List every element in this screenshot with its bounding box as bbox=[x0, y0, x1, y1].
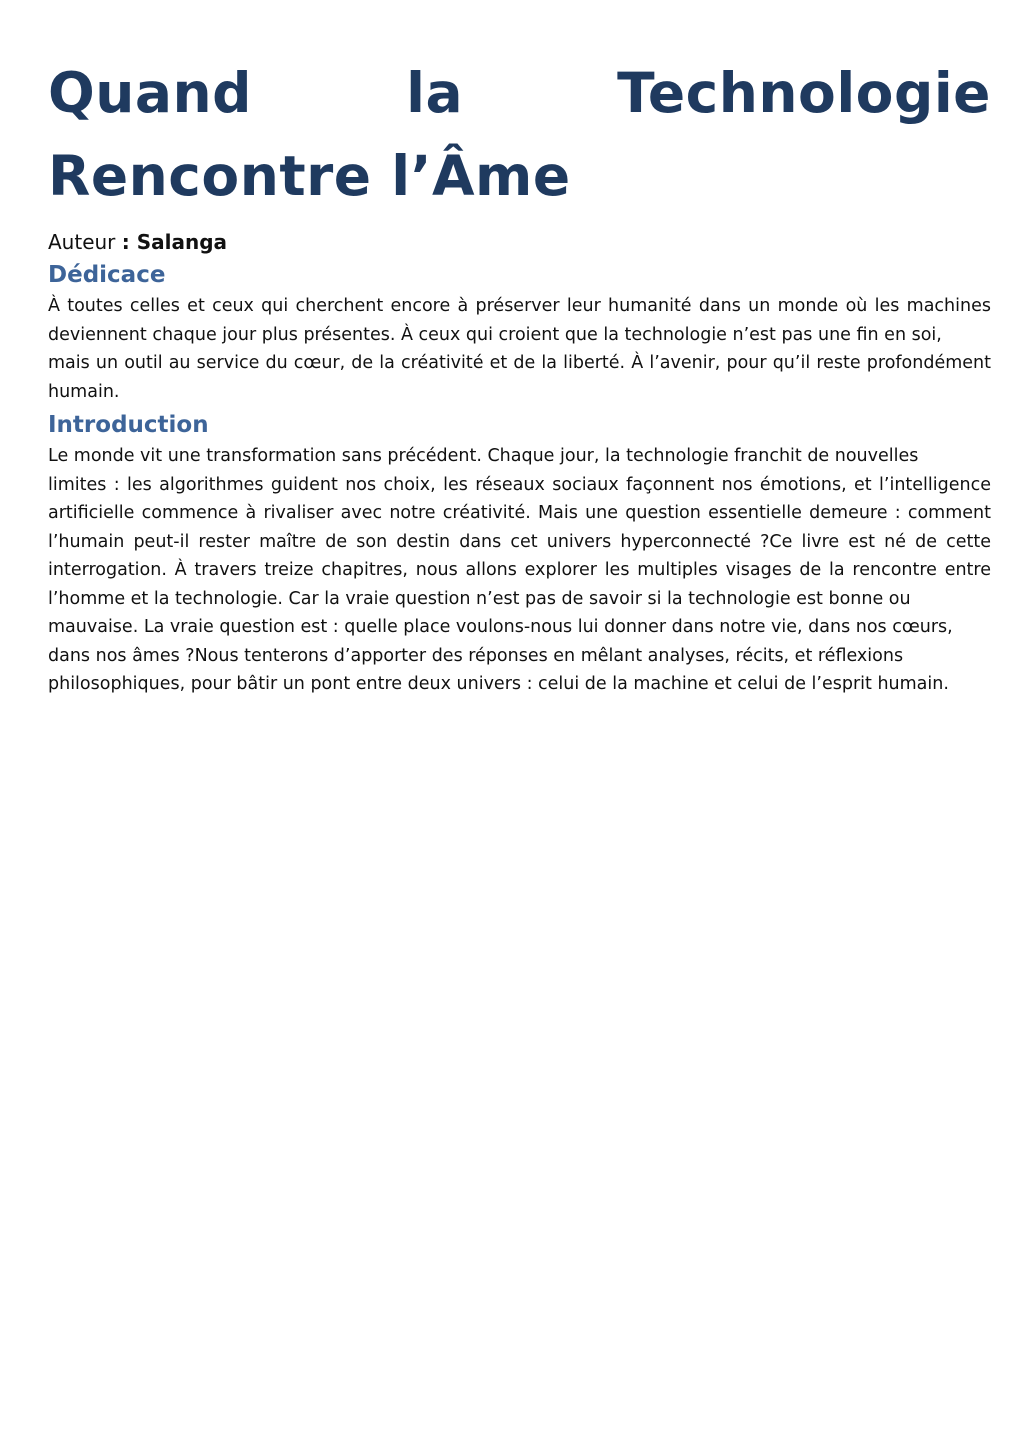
dedication-line: humain. bbox=[48, 381, 120, 402]
author-name: : Salanga bbox=[121, 230, 228, 254]
introduction-line: l’homme et la technologie. Car la vraie question n’est pas de savoir si la technologie est bonne ou bbox=[48, 588, 911, 609]
dedication-paragraph bbox=[48, 292, 991, 406]
introduction-line: mauvaise. La vraie question est : quelle place voulons-nous lui donner dans notre vie, dans nos cœurs, bbox=[48, 617, 953, 637]
introduction-line: interrogation. À travers treize chapitres, nous allons explorer les multiples visages de la rencontre entre bbox=[48, 560, 991, 580]
introduction-line: artificielle commence à rivaliser avec notre créativité. Mais une question essentielle demeure : comment bbox=[48, 503, 991, 523]
introduction-heading: Introduction bbox=[48, 412, 209, 438]
dedication-line: À toutes celles et ceux qui cherchent encore à préserver leur humanité dans un monde où les machines bbox=[48, 296, 991, 316]
dedication-heading: Dédicace bbox=[48, 262, 166, 288]
introduction-line: dans nos âmes ?Nous tenterons d’apporter des réponses en mêlant analyses, récits, et réflexions bbox=[48, 645, 904, 666]
document-title: Quand la Technologie Rencontre l’Âme bbox=[48, 61, 991, 208]
dedication-line: deviennent chaque jour plus présentes. À ceux qui croient que la technologie n’est pas une fin en soi, bbox=[48, 324, 942, 345]
author-prefix: Auteur bbox=[48, 230, 116, 254]
introduction-line: philosophiques, pour bâtir un pont entre deux univers : celui de la machine et celui de l’esprit humain. bbox=[48, 674, 949, 694]
author-line bbox=[48, 228, 991, 256]
introduction-line: limites : les algorithmes guident nos choix, les réseaux sociaux façonnent nos émotions, et l’intelligence bbox=[48, 474, 991, 495]
dedication-line: mais un outil au service du cœur, de la créativité et de la liberté. À l’avenir, pour qu’il reste profondément bbox=[48, 353, 991, 373]
introduction-paragraph bbox=[48, 442, 991, 699]
introduction-line: Le monde vit une transformation sans précédent. Chaque jour, la technologie franchit de nouvelles bbox=[48, 446, 919, 466]
introduction-line: l’humain peut-il rester maître de son destin dans cet univers hyperconnecté ?Ce livre est né de cette bbox=[48, 531, 991, 552]
